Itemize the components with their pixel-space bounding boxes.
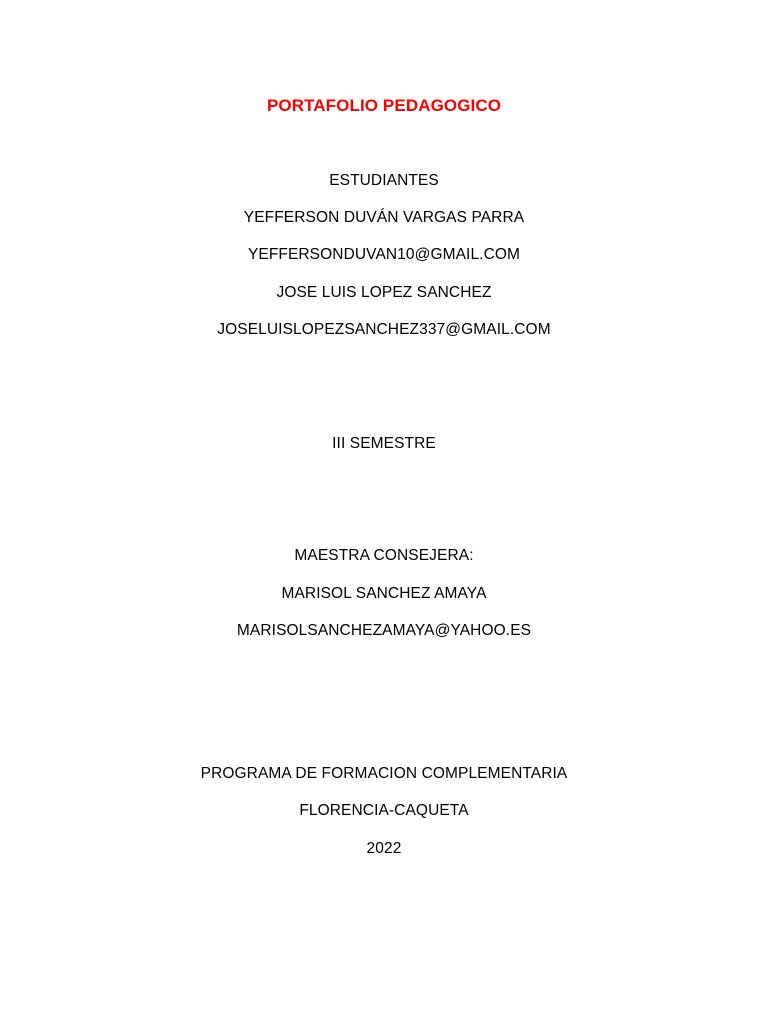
student-name: JOSE LUIS LOPEZ SANCHEZ — [276, 284, 492, 301]
location: FLORENCIA-CAQUETA — [299, 802, 469, 819]
advisor-email: MARISOLSANCHEZAMAYA@YAHOO.ES — [236, 622, 532, 639]
semester-label: III SEMESTRE — [332, 435, 436, 452]
year: 2022 — [366, 840, 402, 857]
program-name: PROGRAMA DE FORMACION COMPLEMENTARIA — [200, 765, 568, 782]
student-email: JOSELUISLOPEZSANCHEZ337@GMAIL.COM — [217, 321, 551, 338]
advisor-heading: MAESTRA CONSEJERA: — [294, 547, 474, 564]
students-heading: ESTUDIANTES — [329, 172, 439, 189]
document-title: PORTAFOLIO PEDAGOGICO — [266, 96, 502, 115]
advisor-name: MARISOL SANCHEZ AMAYA — [281, 585, 487, 602]
student-email: YEFFERSONDUVAN10@GMAIL.COM — [247, 246, 521, 263]
student-name: YEFFERSON DUVÁN VARGAS PARRA — [243, 209, 525, 226]
